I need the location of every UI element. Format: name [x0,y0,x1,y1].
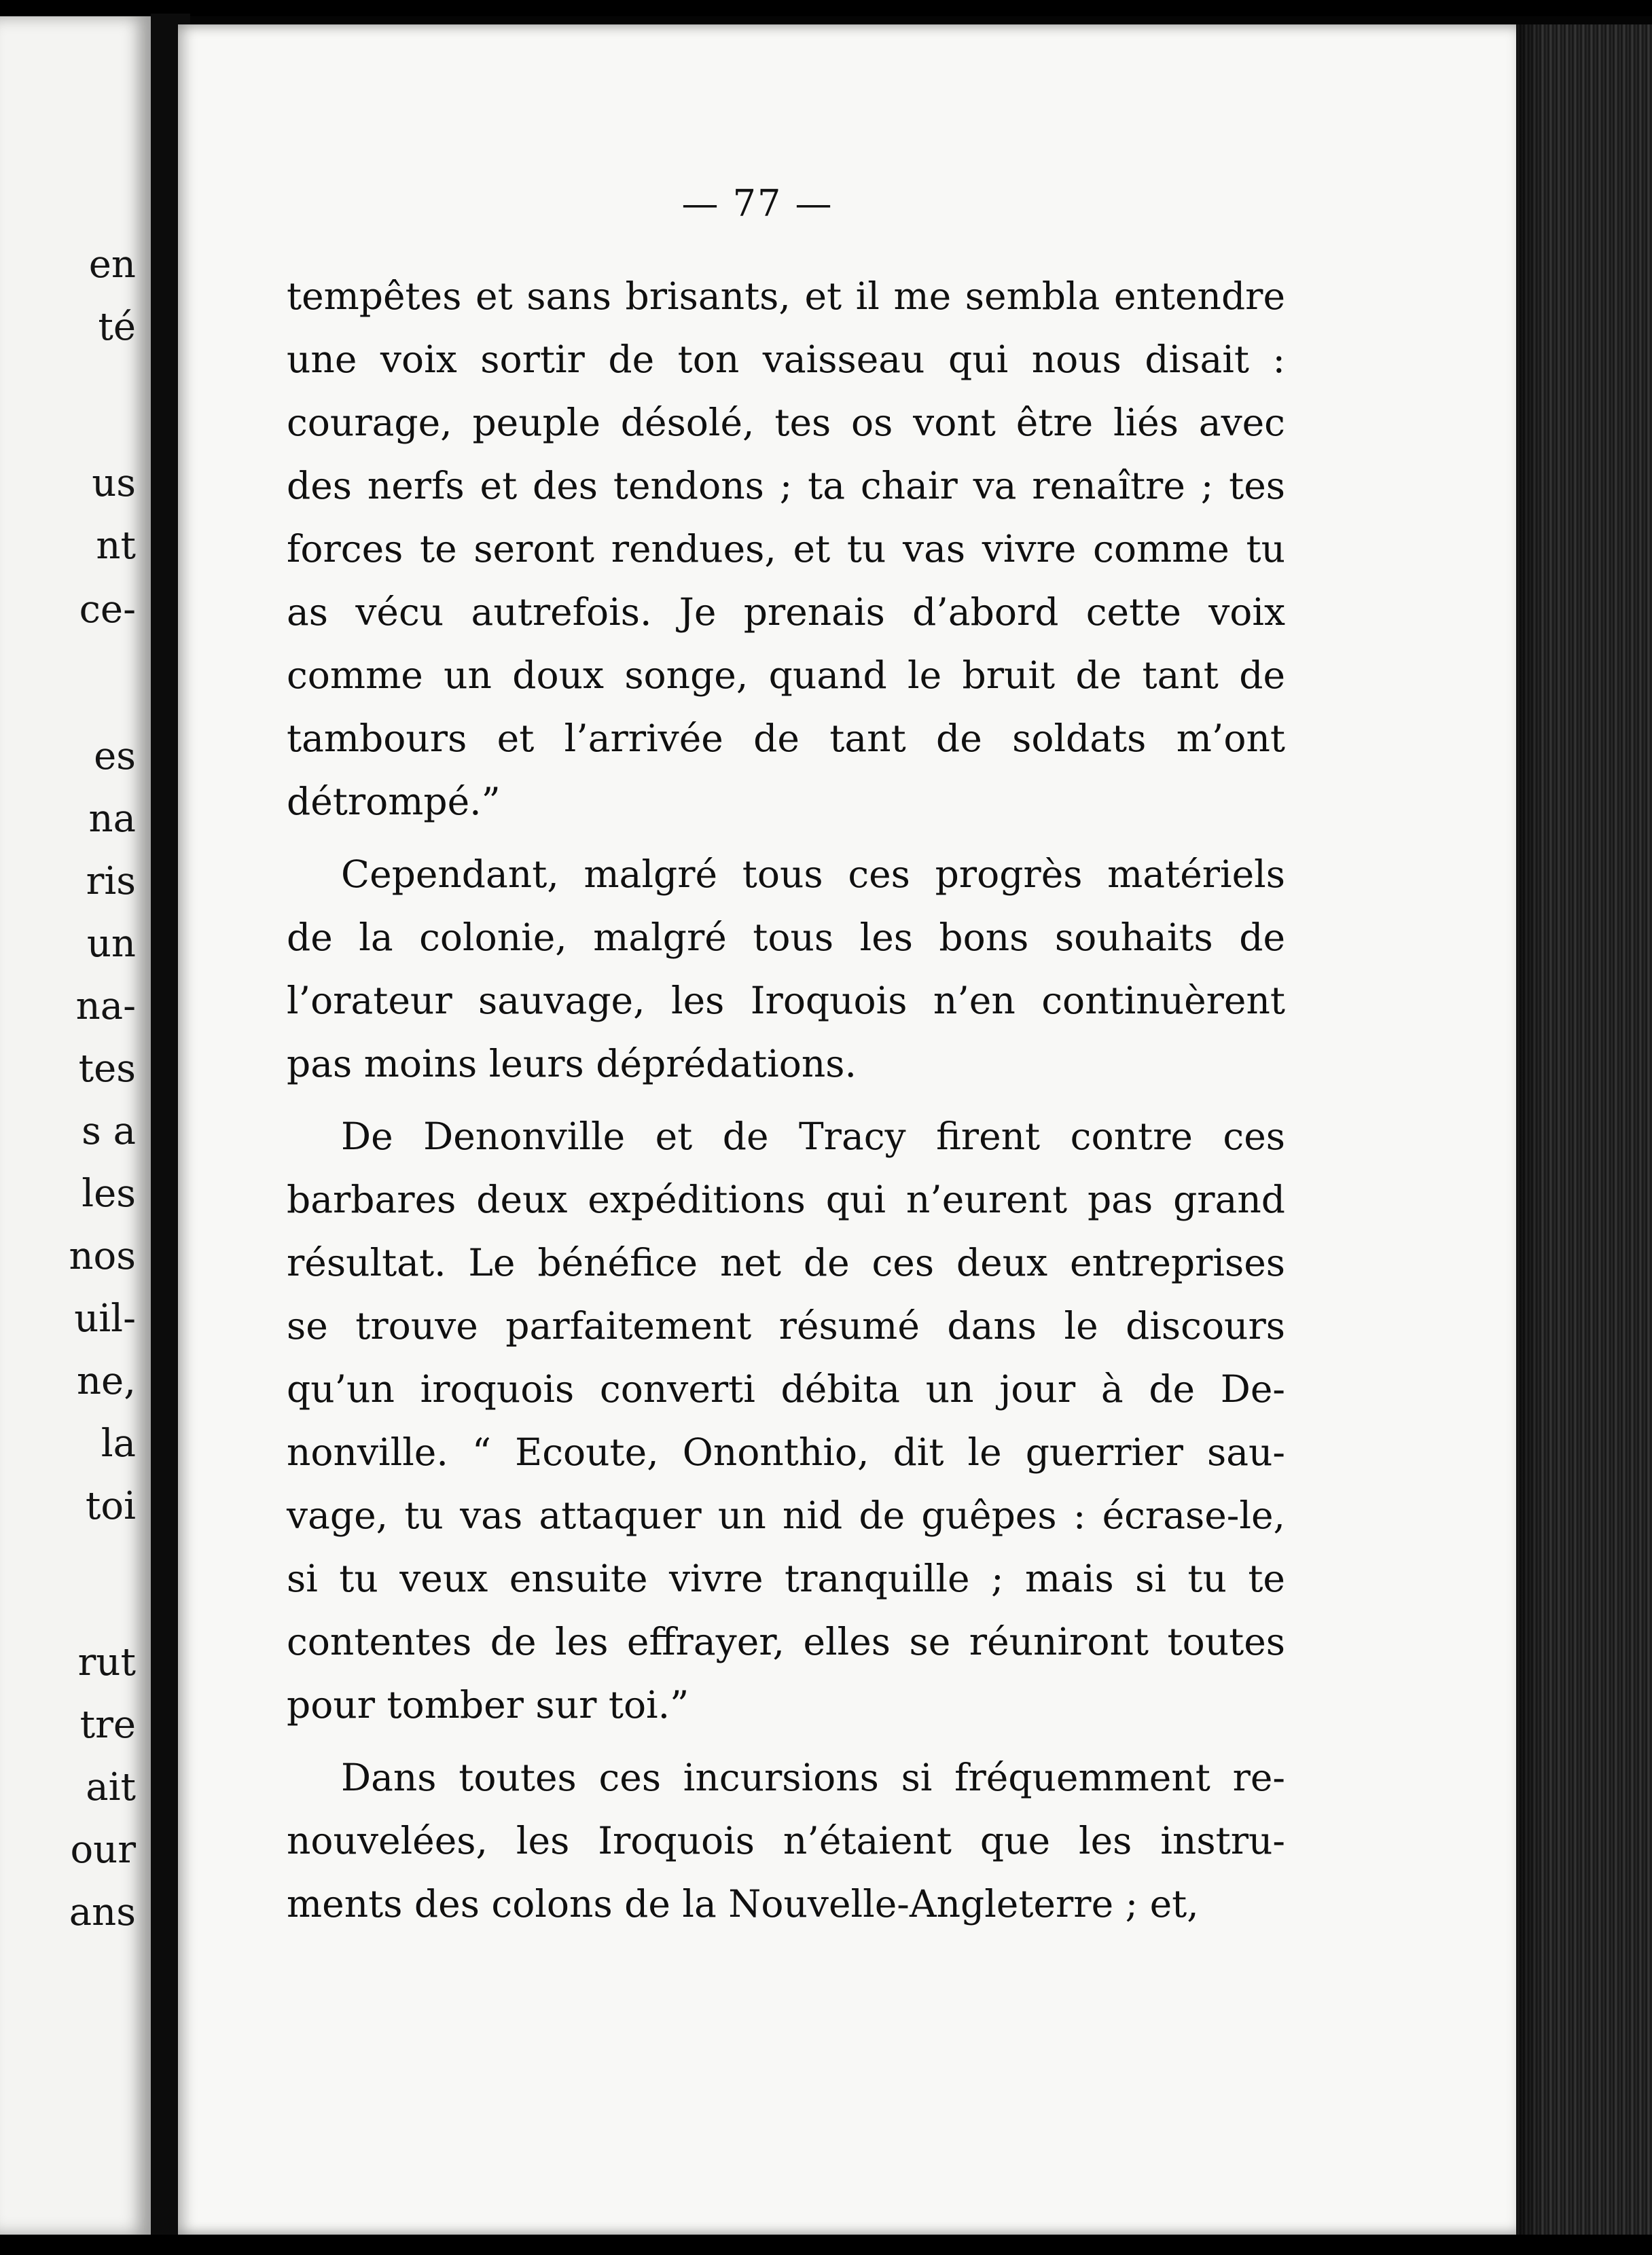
text-line: de la colonie, malgré tous les bons souhaits de [287,916,1285,959]
left-page-fragment: uil- [74,1297,136,1341]
left-page-fragment: nt [96,524,136,568]
scan-top-border [0,0,1652,16]
text-line: contentes de les effrayer, elles se réuniront toutes [287,1620,1285,1663]
text-line: tambours et l’arrivée de tant de soldats m’ont [287,717,1285,760]
text-line: vage, tu vas attaquer un nid de guêpes : écrase-le, [287,1494,1285,1537]
text-line: résultat. Le bénéfice net de ces deux entreprises [287,1241,1285,1284]
text-line: tempêtes et sans brisants, et il me sembla entendre [287,274,1285,318]
page-body-text [287,265,1285,1936]
text-line: nouvelées, les Iroquois n’étaient que les instru- [287,1819,1285,1862]
left-page-fragment: les [82,1172,136,1216]
text-line: barbares deux expéditions qui n’eurent pas grand [287,1178,1285,1221]
paragraph-gap [287,833,1285,843]
text-line: forces te seront rendues, et tu vas vivre comme tu [287,527,1285,571]
paragraph [287,265,1285,833]
text-line: Cependant, malgré tous ces progrès matériels [341,852,1285,896]
left-page-fragment: es [94,734,136,778]
text-line: pour tomber sur toi.” [287,1683,689,1727]
paragraph-gap [287,1737,1285,1746]
left-facing-page [0,16,151,2235]
left-page-fragment: us [92,461,136,505]
paragraph [287,843,1285,1096]
text-line: courage, peuple désolé, tes os vont être liés avec [287,401,1285,444]
paragraph [287,1105,1285,1737]
left-page-fragment: ans [69,1890,136,1934]
left-page-fragment: un [86,922,136,966]
text-line: qu’un iroquois converti débita un jour à de De- [287,1367,1285,1411]
text-line: se trouve parfaitement résumé dans le discours [287,1304,1285,1348]
paragraph [287,1746,1285,1936]
text-line: Dans toutes ces incursions si fréquemment re- [341,1756,1285,1799]
left-page-fragment: en [88,242,136,287]
text-line: ments des colons de la Nouvelle-Angleterre ; et, [287,1882,1199,1926]
text-line: pas moins leurs déprédations. [287,1042,857,1085]
left-page-fragment: té [98,305,136,349]
left-page-fragment: la [101,1422,136,1466]
text-line: De Denonville et de Tracy firent contre ces [341,1115,1285,1158]
left-page-fragment: nos [69,1234,136,1278]
left-page-fragment: ris [86,859,136,903]
left-page-fragment: na- [75,984,136,1028]
left-page-fragment: ce- [79,588,136,632]
left-page-fragment: ait [86,1765,136,1809]
page-edge-shadow [1516,24,1543,2245]
text-line: nonville. “ Ecoute, Ononthio, dit le guerrier sau- [287,1430,1285,1474]
paragraph-gap [287,1096,1285,1105]
left-page-fragment: tes [78,1047,136,1091]
scan-bottom-border [0,2235,1652,2255]
text-line: as vécu autrefois. Je prenais d’abord cette voix [287,590,1285,634]
left-page-fragment: rut [77,1640,136,1684]
text-line: détrompé.” [287,780,501,823]
text-line: comme un doux songe, quand le bruit de tant de [287,653,1285,697]
left-page-fragment: na [88,797,136,841]
left-page-fragment: tre [79,1703,136,1747]
text-line: l’orateur sauvage, les Iroquois n’en continuèrent [287,979,1285,1022]
left-page-fragment: toi [85,1484,136,1528]
left-page-fragment: ne, [76,1359,136,1403]
text-line: une voix sortir de ton vaisseau qui nous disait : [287,338,1285,381]
page-number: — 77 — [681,182,833,225]
left-page-fragment: our [70,1828,136,1872]
text-line: si tu veux ensuite vivre tranquille ; mais si tu te [287,1557,1285,1600]
left-page-fragment: s a [82,1109,136,1153]
text-line: des nerfs et des tendons ; ta chair va renaître ; tes [287,464,1285,507]
